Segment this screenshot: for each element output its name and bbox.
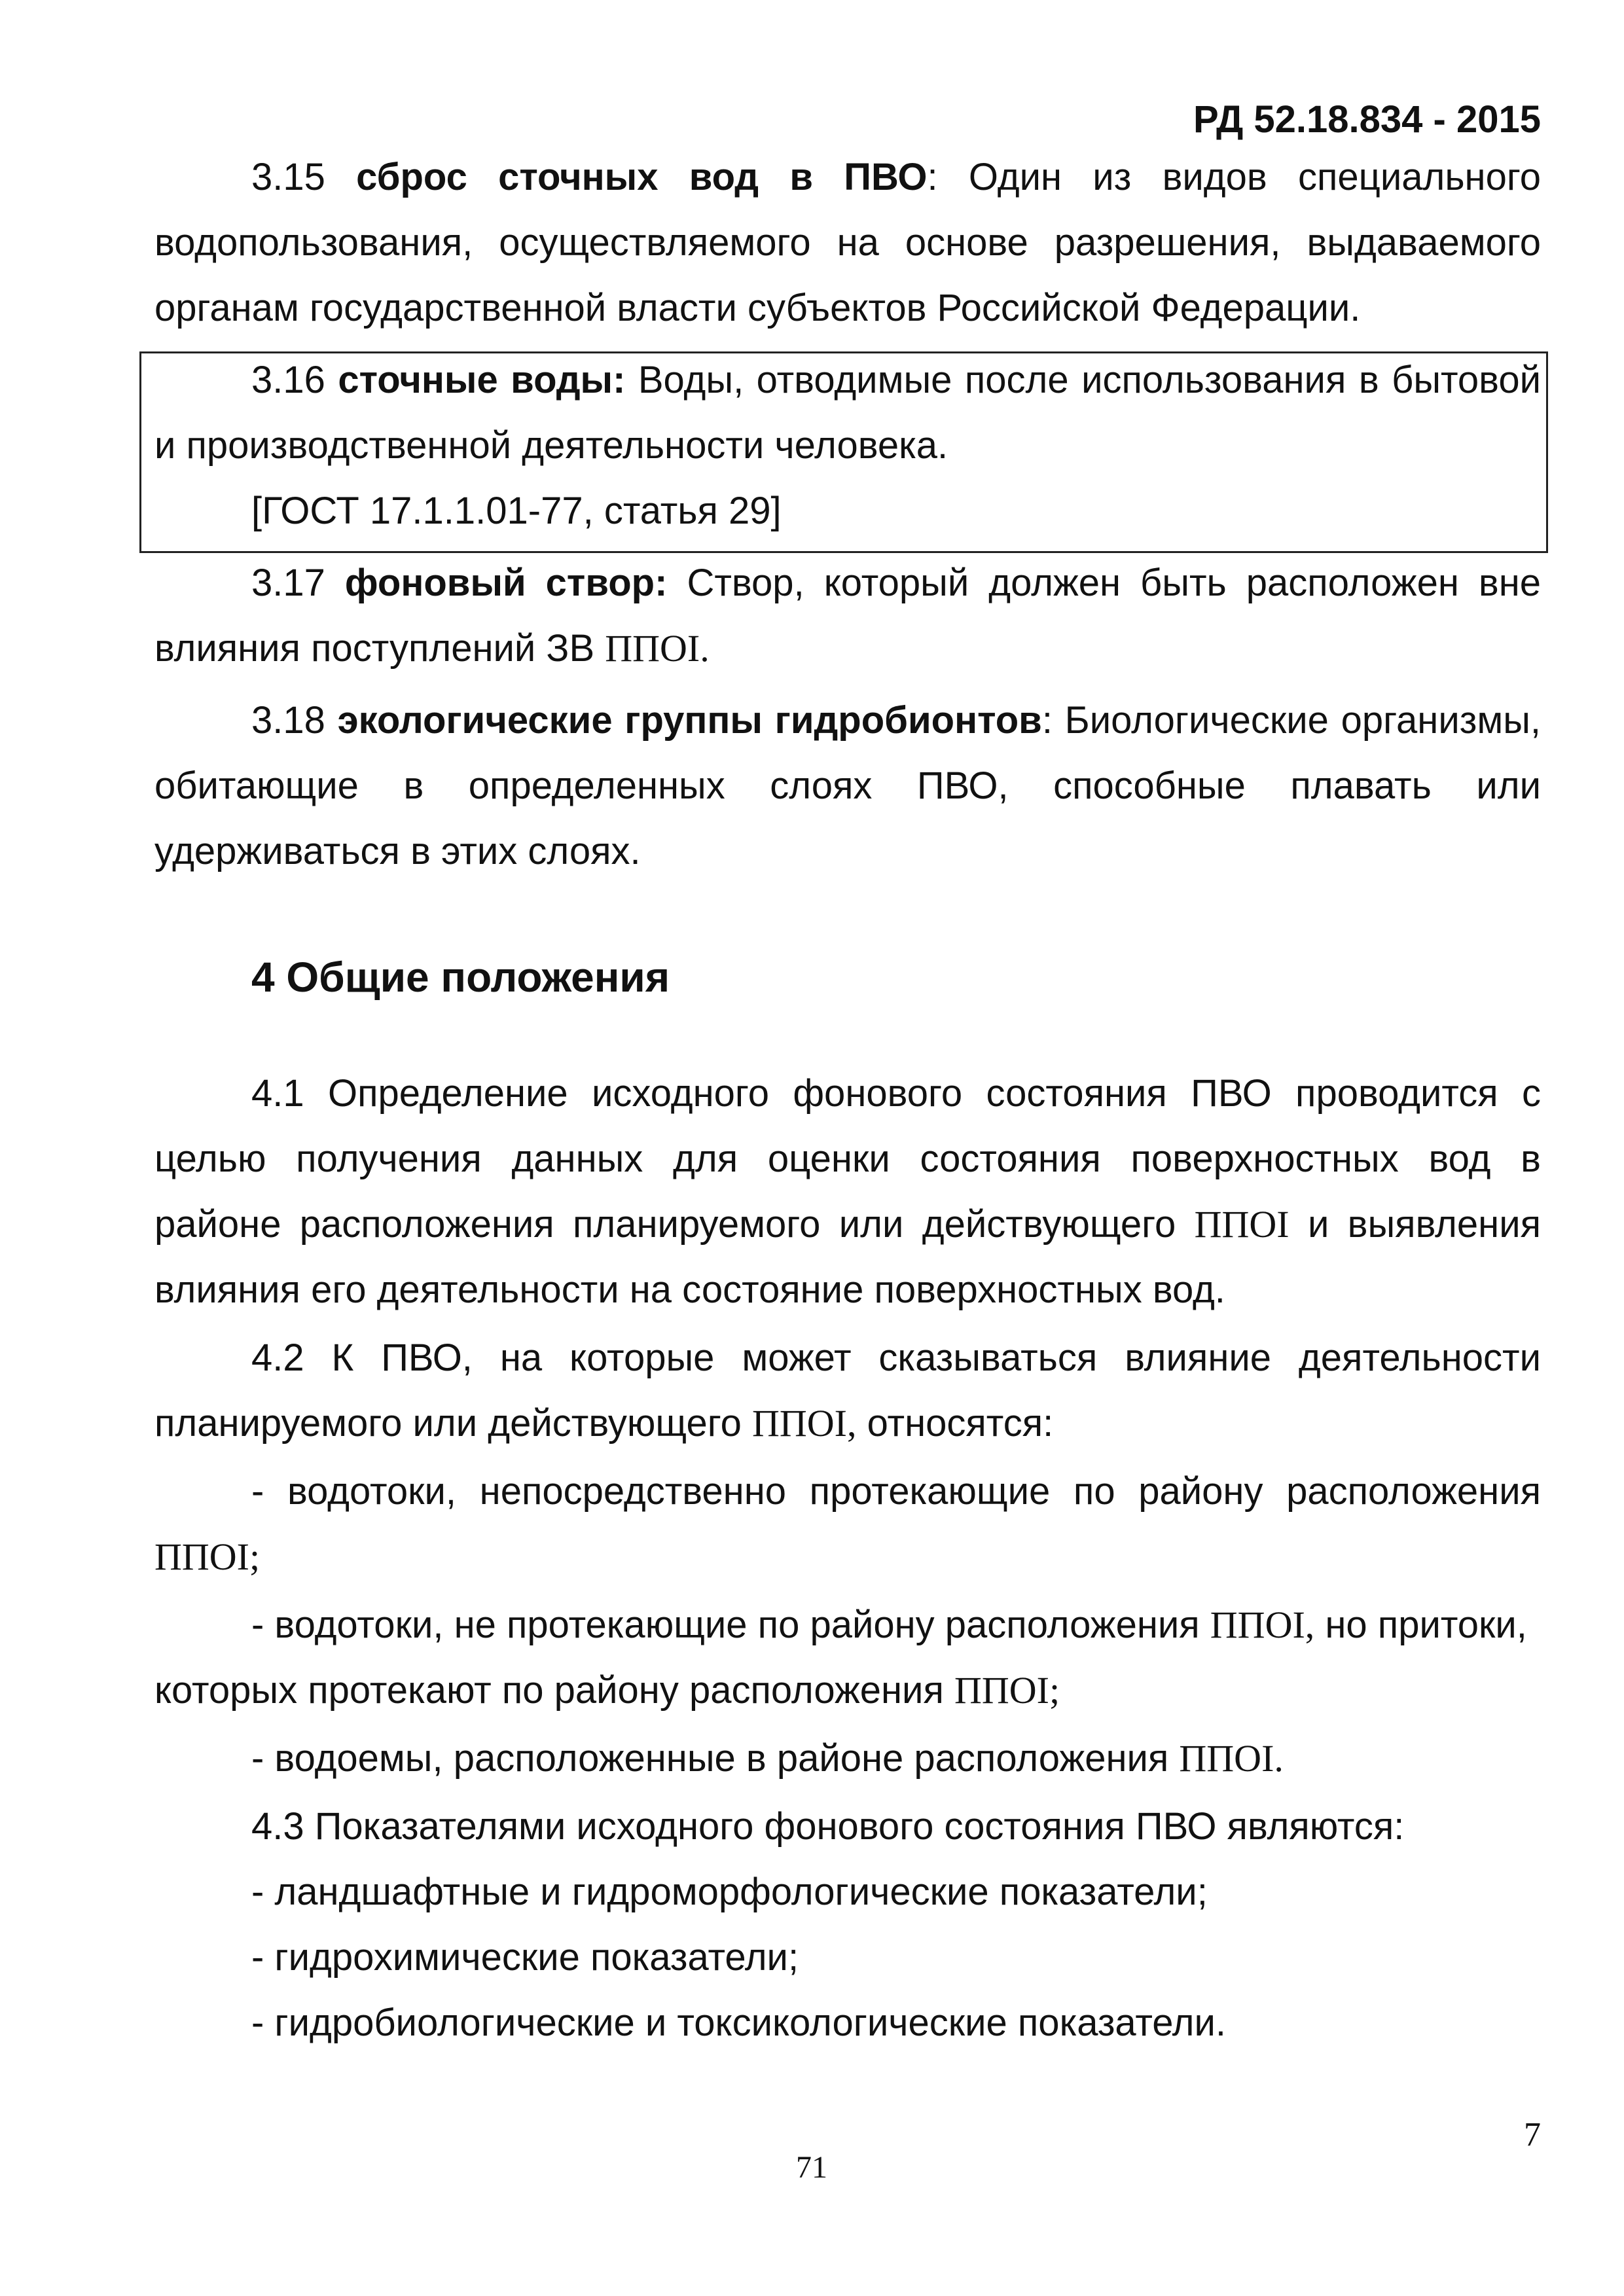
clause-3-18-line-1 [251, 698, 1541, 744]
clause-3-15-line-2: водопользования, осуществляемого на основе разрешения, выдаваемого [154, 221, 1541, 264]
abbreviation: ППОI, [751, 1402, 857, 1444]
abbreviation: ППОI; [954, 1669, 1060, 1712]
clause-4-1-line-2: целью получения данных для оценки состояния поверхностных вод в [154, 1138, 1541, 1180]
abbreviation: ППОI, [1210, 1604, 1315, 1646]
definition-text: Воды, отводимые после использования в бытовой [625, 359, 1541, 401]
clause-4-3-line-1: 4.3 Показателями исходного фонового состояния ПВО являются: [251, 1805, 1405, 1848]
indicator-item-2: - гидрохимические показатели; [251, 1936, 799, 1979]
clause-3-16-line-2: и производственной деятельности человека. [154, 424, 948, 467]
indicator-item-3: - гидробиологические и токсикологические показатели. [251, 2001, 1226, 2044]
definition-text: Створ, который должен быть расположен вне [667, 562, 1542, 604]
document-code: РД 52.18.834 - 2015 [1193, 98, 1541, 141]
clause-number: 3.16 [251, 359, 338, 401]
clause-number: 3.18 [251, 699, 338, 742]
indicator-item-1: - ландшафтные и гидроморфологические показатели; [251, 1871, 1208, 1913]
clause-number: 3.17 [251, 562, 345, 604]
abbreviation: ППОI. [605, 627, 710, 670]
clause-4-2-line-1: 4.2 К ПВО, на которые может сказываться влияние деятельности [251, 1336, 1541, 1379]
list-item-1-line-2: ППОI; [154, 1535, 261, 1578]
clause-3-18-line-3: удерживаться в этих слоях. [154, 830, 641, 872]
clause-3-15-line-3: органам государственной власти субъектов Российской Федерации. [154, 287, 1361, 329]
clause-4-1-line-4: влияния его деятельности на состояние поверхностных вод. [154, 1268, 1225, 1311]
clause-4-1-line-1: 4.1 Определение исходного фонового состояния ПВО проводится с [251, 1072, 1541, 1115]
term: сброс сточных вод в ПВО [356, 156, 928, 198]
term: экологические группы гидробионтов [337, 699, 1042, 742]
list-item-2-line-1: - водотоки, не протекающие по району расположения ППОI, но притоки, [251, 1604, 1527, 1646]
list-item-1-line-1: - водотоки, непосредственно протекающие по району расположения [251, 1470, 1541, 1513]
abbreviation: ППОI. [1179, 1737, 1284, 1780]
standard-reference: [ГОСТ 17.1.1.01-77, статья 29] [251, 490, 782, 532]
clause-4-2-line-2: планируемого или действующего ППОI, относятся: [154, 1402, 1054, 1444]
clause-4-1-line-3: районе расположения планируемого или действующего ППОI и выявления [154, 1203, 1541, 1246]
term: фоновый створ: [344, 562, 668, 604]
clause-3-16-line-1 [251, 357, 1541, 403]
clause-3-17-line-1 [251, 560, 1541, 606]
definition-text: : Один из видов специального [927, 156, 1541, 198]
term: сточные воды: [338, 359, 626, 401]
page-number: 7 [1524, 2116, 1541, 2153]
definition-text: : Биологические организмы, [1041, 699, 1541, 742]
clause-number: 3.15 [251, 156, 357, 198]
list-item-3: - водоемы, расположенные в районе расположения ППОI. [251, 1737, 1284, 1780]
clause-3-17-line-2: влияния поступлений ЗВ ППОI. [154, 627, 710, 670]
list-item-2-line-2: которых протекают по району расположения ППОI; [154, 1669, 1060, 1712]
sheet-number: 71 [796, 2150, 827, 2185]
abbreviation: ППОI [1194, 1203, 1290, 1246]
clause-3-15-line-1 [251, 154, 1541, 200]
section-heading: 4 Общие положения [251, 954, 670, 1001]
clause-3-18-line-2: обитающие в определенных слоях ПВО, способные плавать или [154, 764, 1541, 807]
